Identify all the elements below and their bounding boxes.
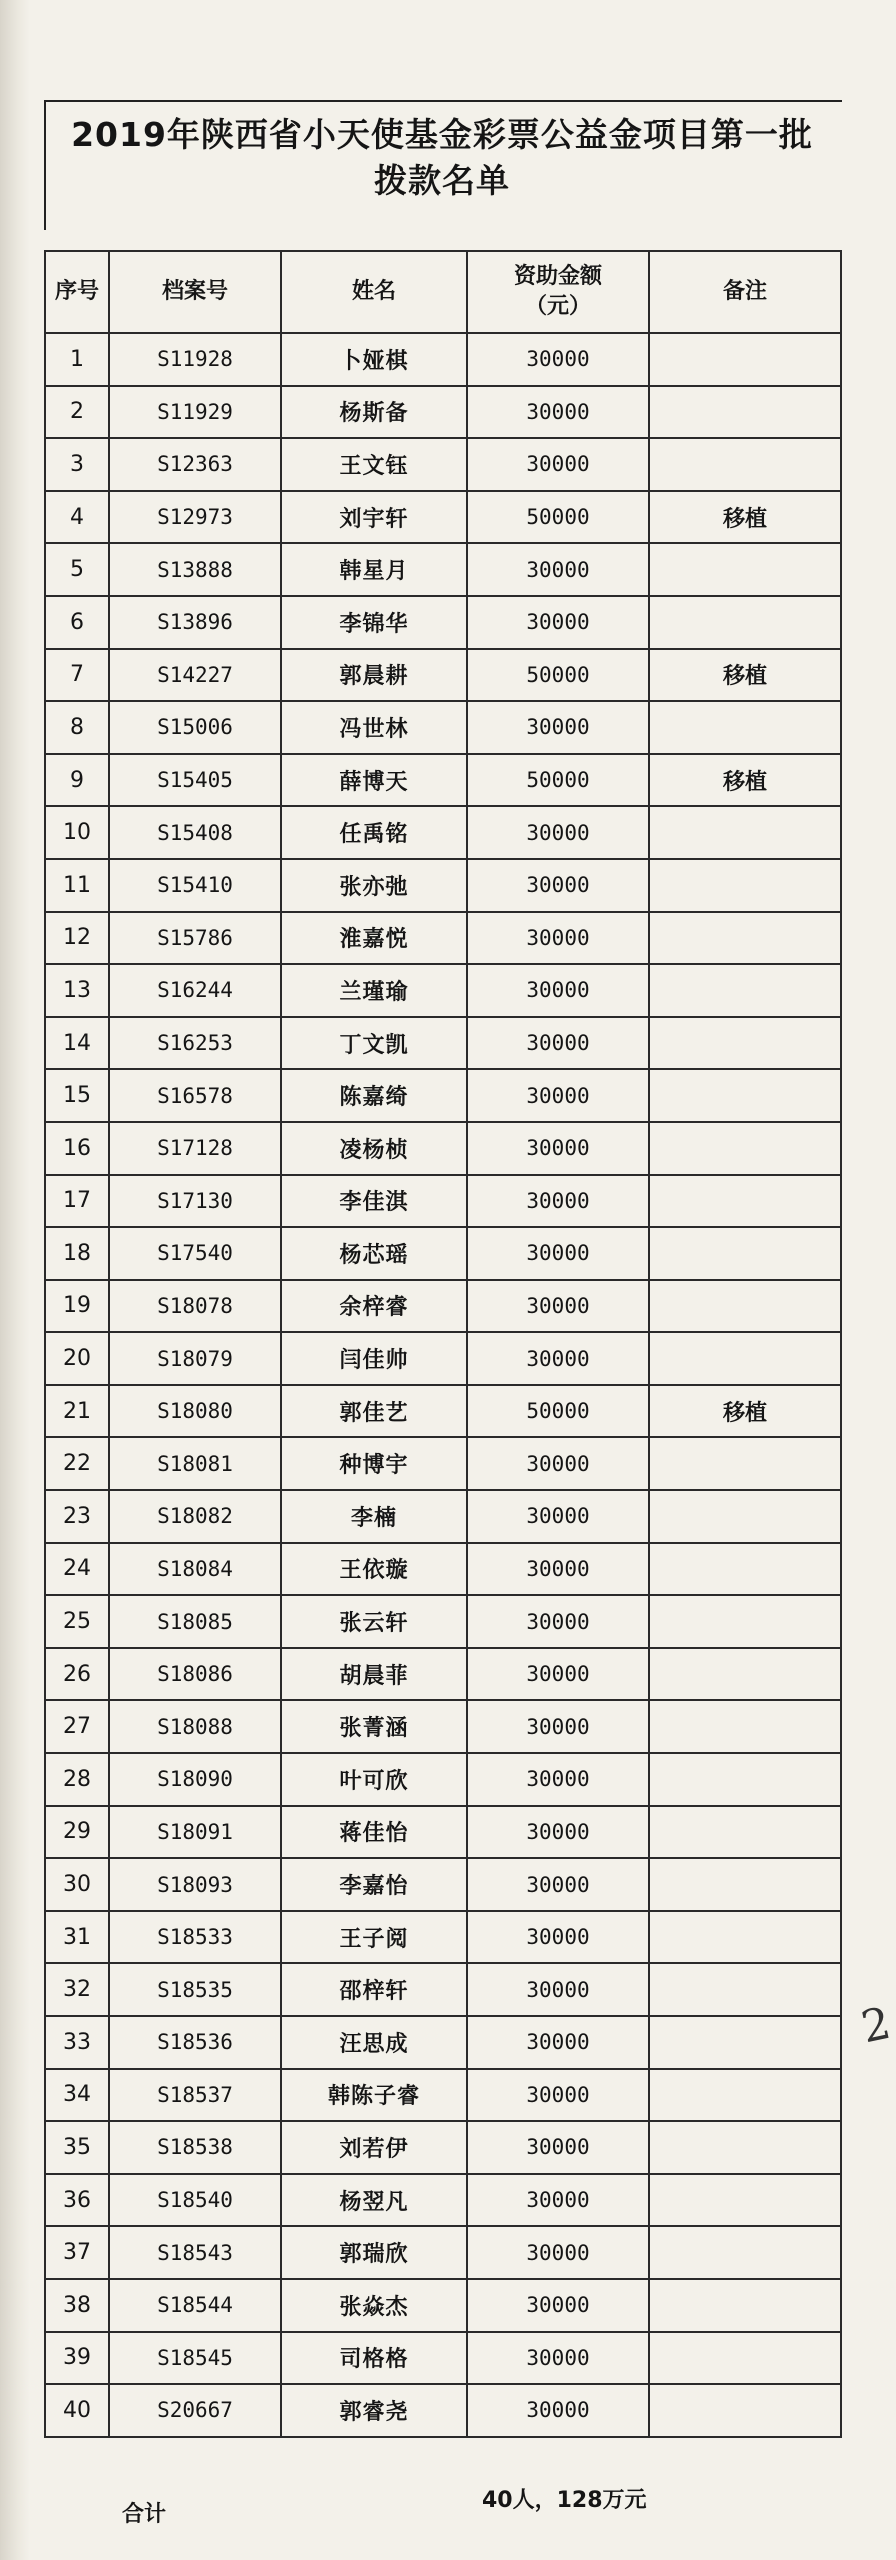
cell-no: 22 <box>45 1437 109 1490</box>
cell-file: S18536 <box>109 2016 281 2069</box>
cell-note <box>649 912 841 965</box>
cell-amount: 30000 <box>467 1963 649 2016</box>
cell-note <box>649 2069 841 2122</box>
table-row <box>45 1437 841 1490</box>
cell-note <box>649 1806 841 1859</box>
cell-name: 韩星月 <box>281 543 467 596</box>
cell-note <box>649 2332 841 2385</box>
cell-note <box>649 543 841 596</box>
cell-name: 余梓睿 <box>281 1280 467 1333</box>
cell-amount: 30000 <box>467 1332 649 1385</box>
cell-no: 8 <box>45 701 109 754</box>
cell-no: 11 <box>45 859 109 912</box>
cell-name: 任禹铭 <box>281 806 467 859</box>
cell-note <box>649 701 841 754</box>
cell-no: 38 <box>45 2279 109 2332</box>
cell-amount: 30000 <box>467 1806 649 1859</box>
document-sheet <box>42 100 842 2470</box>
cell-note <box>649 1963 841 2016</box>
title-line-1: 2019年陕西省小天使基金彩票公益金项目第一批 <box>71 115 813 154</box>
cell-no: 21 <box>45 1385 109 1438</box>
cell-no: 39 <box>45 2332 109 2385</box>
cell-no: 36 <box>45 2174 109 2227</box>
header-name: 姓名 <box>281 251 467 333</box>
cell-file: S12363 <box>109 438 281 491</box>
cell-name: 汪思成 <box>281 2016 467 2069</box>
table-row <box>45 1806 841 1859</box>
cell-name: 蒋佳怡 <box>281 1806 467 1859</box>
cell-amount: 30000 <box>467 2384 649 2437</box>
cell-note <box>649 2384 841 2437</box>
total-label: 合计 <box>122 2502 167 2527</box>
cell-amount: 30000 <box>467 2069 649 2122</box>
cell-name: 韩陈子睿 <box>281 2069 467 2122</box>
cell-amount: 30000 <box>467 2016 649 2069</box>
cell-note <box>649 2226 841 2279</box>
table-row <box>45 1280 841 1333</box>
cell-no: 31 <box>45 1911 109 1964</box>
cell-note <box>649 1911 841 1964</box>
cell-note <box>649 1437 841 1490</box>
cell-no: 13 <box>45 964 109 1017</box>
table-row <box>45 1385 841 1438</box>
cell-amount: 30000 <box>467 806 649 859</box>
cell-name: 张焱杰 <box>281 2279 467 2332</box>
cell-no: 23 <box>45 1490 109 1543</box>
cell-no: 35 <box>45 2121 109 2174</box>
cell-file: S18091 <box>109 1806 281 1859</box>
cell-note <box>649 1490 841 1543</box>
cell-amount: 30000 <box>467 2226 649 2279</box>
grant-list-table <box>44 250 842 2438</box>
cell-name: 冯世林 <box>281 701 467 754</box>
table-row <box>45 438 841 491</box>
cell-amount: 30000 <box>467 543 649 596</box>
cell-file: S18085 <box>109 1595 281 1648</box>
cell-note <box>649 1858 841 1911</box>
cell-no: 16 <box>45 1122 109 1175</box>
cell-name: 李锦华 <box>281 596 467 649</box>
cell-name: 杨斯备 <box>281 386 467 439</box>
table-row <box>45 1858 841 1911</box>
cell-file: S18544 <box>109 2279 281 2332</box>
cell-no: 7 <box>45 649 109 702</box>
cell-amount: 30000 <box>467 1175 649 1228</box>
header-amount-line-1: 资助金额 <box>513 264 602 289</box>
cell-amount: 30000 <box>467 1437 649 1490</box>
cell-name: 种博宇 <box>281 1437 467 1490</box>
cell-no: 37 <box>45 2226 109 2279</box>
cell-note <box>649 1595 841 1648</box>
table-row <box>45 1332 841 1385</box>
cell-amount: 30000 <box>467 1543 649 1596</box>
cell-note <box>649 859 841 912</box>
cell-name: 郭睿尧 <box>281 2384 467 2437</box>
cell-amount: 30000 <box>467 1911 649 1964</box>
table-row <box>45 2174 841 2227</box>
cell-no: 20 <box>45 1332 109 1385</box>
table-header-row <box>45 251 841 333</box>
cell-note <box>649 1332 841 1385</box>
cell-name: 王文钰 <box>281 438 467 491</box>
cell-no: 4 <box>45 491 109 544</box>
header-no: 序号 <box>45 251 109 333</box>
cell-name: 丁文凯 <box>281 1017 467 1070</box>
cell-amount: 30000 <box>467 701 649 754</box>
cell-no: 32 <box>45 1963 109 2016</box>
table-row <box>45 543 841 596</box>
table-row <box>45 2121 841 2174</box>
cell-amount: 30000 <box>467 1490 649 1543</box>
cell-no: 27 <box>45 1700 109 1753</box>
cell-no: 12 <box>45 912 109 965</box>
cell-note: 移植 <box>649 491 841 544</box>
cell-amount: 30000 <box>467 1648 649 1701</box>
cell-name: 刘宇轩 <box>281 491 467 544</box>
cell-name: 闫佳帅 <box>281 1332 467 1385</box>
table-row <box>45 2016 841 2069</box>
cell-note <box>649 1700 841 1753</box>
cell-file: S18080 <box>109 1385 281 1438</box>
cell-name: 张云轩 <box>281 1595 467 1648</box>
cell-file: S11929 <box>109 386 281 439</box>
table-row <box>45 1122 841 1175</box>
cell-no: 14 <box>45 1017 109 1070</box>
table-row <box>45 2384 841 2437</box>
cell-no: 34 <box>45 2069 109 2122</box>
cell-no: 6 <box>45 596 109 649</box>
cell-name: 司格格 <box>281 2332 467 2385</box>
cell-amount: 30000 <box>467 1017 649 1070</box>
cell-amount: 30000 <box>467 2279 649 2332</box>
cell-amount: 30000 <box>467 2332 649 2385</box>
cell-file: S18084 <box>109 1543 281 1596</box>
cell-no: 33 <box>45 2016 109 2069</box>
cell-name: 杨翌凡 <box>281 2174 467 2227</box>
cell-file: S13888 <box>109 543 281 596</box>
cell-file: S17540 <box>109 1227 281 1280</box>
cell-file: S18081 <box>109 1437 281 1490</box>
cell-file: S17130 <box>109 1175 281 1228</box>
cell-no: 29 <box>45 1806 109 1859</box>
cell-note <box>649 1175 841 1228</box>
cell-no: 5 <box>45 543 109 596</box>
cell-name: 叶可欣 <box>281 1753 467 1806</box>
cell-name: 刘若伊 <box>281 2121 467 2174</box>
cell-file: S18079 <box>109 1332 281 1385</box>
cell-name: 郭瑞欣 <box>281 2226 467 2279</box>
table-row <box>45 1175 841 1228</box>
table-row <box>45 491 841 544</box>
cell-name: 李佳淇 <box>281 1175 467 1228</box>
cell-name: 淮嘉悦 <box>281 912 467 965</box>
table-row <box>45 1069 841 1122</box>
cell-no: 18 <box>45 1227 109 1280</box>
table-row <box>45 1753 841 1806</box>
table-row <box>45 386 841 439</box>
cell-note <box>649 2121 841 2174</box>
cell-note <box>649 1280 841 1333</box>
table-row <box>45 2279 841 2332</box>
cell-note <box>649 2279 841 2332</box>
cell-file: S18088 <box>109 1700 281 1753</box>
cell-amount: 50000 <box>467 1385 649 1438</box>
cell-name: 王依璇 <box>281 1543 467 1596</box>
cell-name: 李楠 <box>281 1490 467 1543</box>
cell-note <box>649 1753 841 1806</box>
cell-note <box>649 1648 841 1701</box>
cell-note <box>649 1017 841 1070</box>
table-row <box>45 754 841 807</box>
cell-no: 17 <box>45 1175 109 1228</box>
cell-name: 李嘉怡 <box>281 1858 467 1911</box>
cell-no: 26 <box>45 1648 109 1701</box>
cell-amount: 50000 <box>467 649 649 702</box>
cell-amount: 30000 <box>467 1595 649 1648</box>
cell-file: S18540 <box>109 2174 281 2227</box>
cell-no: 9 <box>45 754 109 807</box>
cell-name: 张菁涵 <box>281 1700 467 1753</box>
cell-file: S15410 <box>109 859 281 912</box>
handwritten-page-mark: 2 <box>857 1997 895 2054</box>
cell-no: 40 <box>45 2384 109 2437</box>
cell-file: S11928 <box>109 333 281 386</box>
cell-no: 15 <box>45 1069 109 1122</box>
cell-note: 移植 <box>649 649 841 702</box>
table-row <box>45 859 841 912</box>
cell-file: S15786 <box>109 912 281 965</box>
cell-note: 移植 <box>649 754 841 807</box>
cell-amount: 30000 <box>467 1858 649 1911</box>
cell-amount: 30000 <box>467 1753 649 1806</box>
cell-no: 24 <box>45 1543 109 1596</box>
cell-note <box>649 2174 841 2227</box>
cell-file: S18086 <box>109 1648 281 1701</box>
cell-amount: 30000 <box>467 859 649 912</box>
cell-file: S18090 <box>109 1753 281 1806</box>
cell-amount: 30000 <box>467 386 649 439</box>
table-row <box>45 596 841 649</box>
cell-file: S20667 <box>109 2384 281 2437</box>
document-title <box>42 112 842 204</box>
cell-note <box>649 2016 841 2069</box>
cell-file: S17128 <box>109 1122 281 1175</box>
cell-amount: 30000 <box>467 1122 649 1175</box>
header-file: 档案号 <box>109 251 281 333</box>
table-row <box>45 912 841 965</box>
cell-name: 薛博天 <box>281 754 467 807</box>
cell-note <box>649 596 841 649</box>
cell-file: S18533 <box>109 1911 281 1964</box>
cell-note <box>649 1543 841 1596</box>
cell-name: 胡晨菲 <box>281 1648 467 1701</box>
table-row <box>45 1227 841 1280</box>
table-row <box>45 1490 841 1543</box>
cell-file: S18078 <box>109 1280 281 1333</box>
cell-file: S13896 <box>109 596 281 649</box>
table-row <box>45 333 841 386</box>
cell-note <box>649 438 841 491</box>
cell-file: S16244 <box>109 964 281 1017</box>
table-row <box>45 1911 841 1964</box>
cell-note <box>649 964 841 1017</box>
cell-file: S18537 <box>109 2069 281 2122</box>
cell-amount: 30000 <box>467 964 649 1017</box>
table-row <box>45 1595 841 1648</box>
cell-note <box>649 1122 841 1175</box>
cell-no: 2 <box>45 386 109 439</box>
cell-note <box>649 333 841 386</box>
cell-note <box>649 1069 841 1122</box>
cell-amount: 30000 <box>467 1227 649 1280</box>
cell-file: S18535 <box>109 1963 281 2016</box>
cell-no: 25 <box>45 1595 109 1648</box>
cell-name: 邵梓轩 <box>281 1963 467 2016</box>
cell-note <box>649 806 841 859</box>
cell-name: 王子阅 <box>281 1911 467 1964</box>
cell-no: 1 <box>45 333 109 386</box>
table-row <box>45 1543 841 1596</box>
cell-name: 张亦弛 <box>281 859 467 912</box>
cell-file: S14227 <box>109 649 281 702</box>
table-row <box>45 1648 841 1701</box>
cell-amount: 30000 <box>467 912 649 965</box>
cell-amount: 30000 <box>467 1700 649 1753</box>
table-row <box>45 701 841 754</box>
cell-name: 郭晨耕 <box>281 649 467 702</box>
cell-amount: 30000 <box>467 1280 649 1333</box>
cell-no: 10 <box>45 806 109 859</box>
cell-no: 19 <box>45 1280 109 1333</box>
cell-file: S16253 <box>109 1017 281 1070</box>
total-line <box>82 2483 782 2527</box>
cell-amount: 50000 <box>467 491 649 544</box>
cell-file: S15408 <box>109 806 281 859</box>
cell-file: S18082 <box>109 1490 281 1543</box>
table-row <box>45 806 841 859</box>
cell-amount: 30000 <box>467 596 649 649</box>
table-row <box>45 1017 841 1070</box>
cell-amount: 30000 <box>467 2121 649 2174</box>
cell-name: 郭佳艺 <box>281 1385 467 1438</box>
cell-no: 28 <box>45 1753 109 1806</box>
table-row <box>45 964 841 1017</box>
title-line-2: 拨款名单 <box>374 161 510 200</box>
cell-name: 卜娅棋 <box>281 333 467 386</box>
cell-file: S15006 <box>109 701 281 754</box>
page-edge-shadow <box>0 0 30 2560</box>
cell-name: 陈嘉绮 <box>281 1069 467 1122</box>
cell-amount: 30000 <box>467 333 649 386</box>
table-row <box>45 1963 841 2016</box>
table-row <box>45 2332 841 2385</box>
table-row <box>45 1700 841 1753</box>
cell-file: S15405 <box>109 754 281 807</box>
cell-name: 杨芯瑶 <box>281 1227 467 1280</box>
cell-note <box>649 1227 841 1280</box>
cell-note: 移植 <box>649 1385 841 1438</box>
cell-note <box>649 386 841 439</box>
cell-no: 30 <box>45 1858 109 1911</box>
cell-file: S18093 <box>109 1858 281 1911</box>
cell-file: S12973 <box>109 491 281 544</box>
cell-file: S18538 <box>109 2121 281 2174</box>
cell-amount: 30000 <box>467 1069 649 1122</box>
total-value: 40人，128万元 <box>482 2488 647 2513</box>
header-note: 备注 <box>649 251 841 333</box>
cell-no: 3 <box>45 438 109 491</box>
cell-amount: 50000 <box>467 754 649 807</box>
cell-file: S16578 <box>109 1069 281 1122</box>
cell-amount: 30000 <box>467 2174 649 2227</box>
table-row <box>45 2226 841 2279</box>
cell-file: S18545 <box>109 2332 281 2385</box>
header-amount <box>467 251 649 333</box>
header-amount-line-2: （元） <box>524 294 591 319</box>
cell-amount: 30000 <box>467 438 649 491</box>
table-row <box>45 2069 841 2122</box>
cell-name: 兰瑾瑜 <box>281 964 467 1017</box>
cell-file: S18543 <box>109 2226 281 2279</box>
table-row <box>45 649 841 702</box>
cell-name: 凌杨桢 <box>281 1122 467 1175</box>
